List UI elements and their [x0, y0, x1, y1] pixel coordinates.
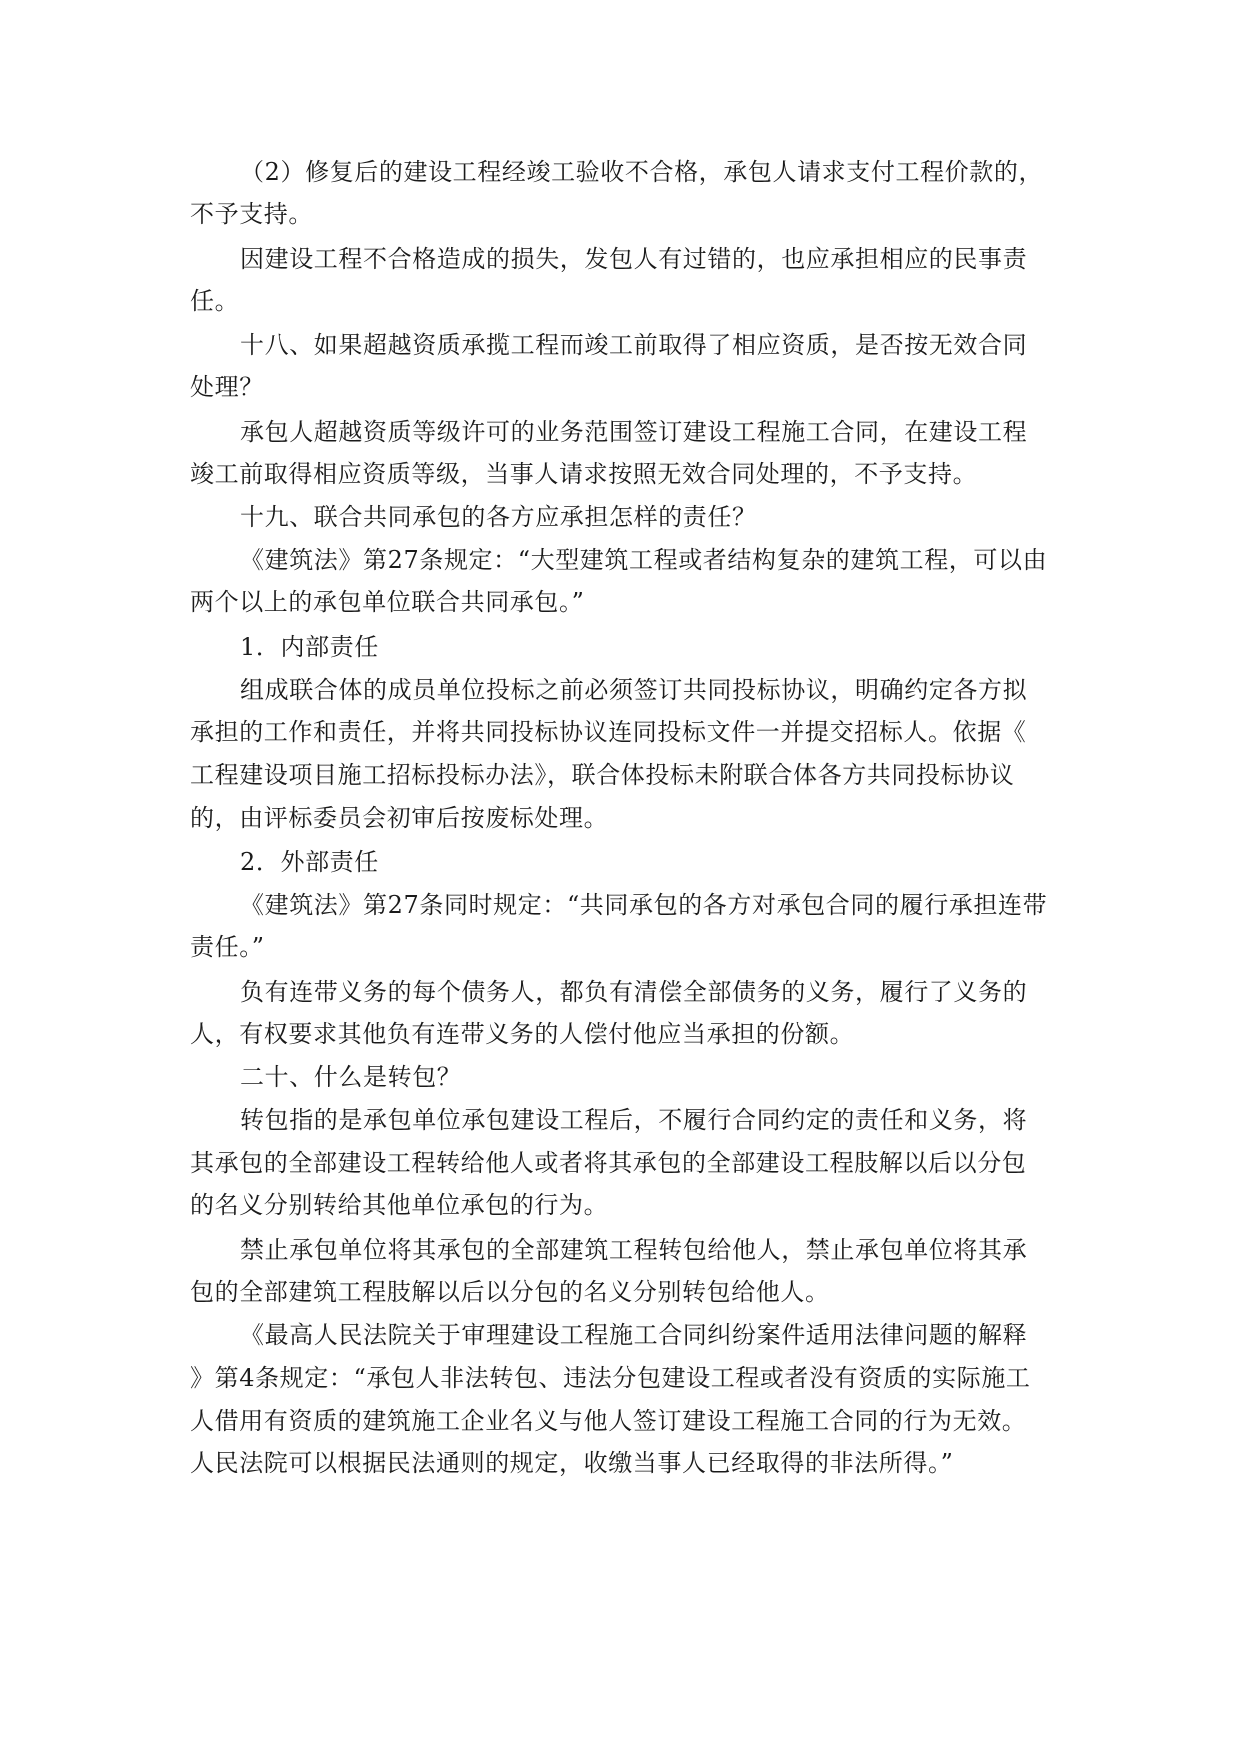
- paragraph-line: 的名义分别转给其他单位承包的行为。: [190, 1191, 609, 1219]
- paragraph-line: 禁止承包单位将其承包的全部建筑工程转包给他人，禁止承包单位将其承: [240, 1236, 1028, 1264]
- section-heading: 十八、如果超越资质承揽工程而竣工前取得了相应资质，是否按无效合同: [240, 331, 1028, 359]
- paragraph-line: 任。: [190, 287, 240, 315]
- paragraph-line: 责任。”: [190, 933, 265, 961]
- paragraph-line: 负有连带义务的每个债务人，都负有清偿全部债务的义务，履行了义务的: [240, 978, 1028, 1006]
- paragraph-line: 转包指的是承包单位承包建设工程后，不履行合同约定的责任和义务，将: [240, 1106, 1028, 1134]
- paragraph-line: 组成联合体的成员单位投标之前必须签订共同投标协议，明确约定各方拟: [240, 676, 1028, 704]
- paragraph-line: 竣工前取得相应资质等级，当事人请求按照无效合同处理的，不予支持。: [190, 460, 978, 488]
- paragraph-line: 因建设工程不合格造成的损失，发包人有过错的，也应承担相应的民事责: [240, 245, 1028, 273]
- paragraph-line: 承包人超越资质等级许可的业务范围签订建设工程施工合同，在建设工程: [240, 418, 1028, 446]
- paragraph-line: 人，有权要求其他负有连带义务的人偿付他应当承担的份额。: [190, 1020, 855, 1048]
- paragraph-line: 包的全部建筑工程肢解以后以分包的名义分别转包给他人。: [190, 1278, 830, 1306]
- paragraph-line: 《最高人民法院关于审理建设工程施工合同纠纷案件适用法律问题的解释: [240, 1321, 1028, 1349]
- paragraph-line: 《建筑法》第27条同时规定：“共同承包的各方对承包合同的履行承担连带: [240, 891, 1048, 919]
- section-heading: 处理？: [190, 373, 264, 401]
- paragraph-line: 人借用有资质的建筑施工企业名义与他人签订建设工程施工合同的行为无效。: [190, 1407, 1027, 1435]
- paragraph-line: 工程建设项目施工招标投标办法》，联合体投标未附联合体各方共同投标协议: [190, 761, 1015, 789]
- paragraph-line: 的，由评标委员会初审后按废标处理。: [190, 804, 609, 832]
- paragraph-line: 两个以上的承包单位联合共同承包。”: [190, 588, 585, 616]
- paragraph-line: 》第4条规定：“承包人非法转包、违法分包建设工程或者没有资质的实际施工: [190, 1364, 1031, 1392]
- section-heading: 十九、联合共同承包的各方应承担怎样的责任？: [240, 503, 757, 531]
- paragraph-line: 承担的工作和责任，并将共同投标协议连同投标文件一并提交招标人。依据《: [190, 718, 1027, 746]
- paragraph-line: 不予支持。: [190, 200, 313, 228]
- subsection-heading: 2．外部责任: [240, 848, 379, 876]
- paragraph-line: 《建筑法》第27条规定：“大型建筑工程或者结构复杂的建筑工程，可以由: [240, 546, 1048, 574]
- section-heading: 二十、什么是转包？: [240, 1063, 462, 1091]
- paragraph-line: 其承包的全部建设工程转给他人或者将其承包的全部建设工程肢解以后以分包: [190, 1149, 1027, 1177]
- paragraph-line: 人民法院可以根据民法通则的规定，收缴当事人已经取得的非法所得。”: [190, 1449, 954, 1477]
- paragraph-line: （2）修复后的建设工程经竣工验收不合格，承包人请求支付工程价款的，: [240, 158, 1044, 186]
- subsection-heading: 1．内部责任: [240, 633, 379, 661]
